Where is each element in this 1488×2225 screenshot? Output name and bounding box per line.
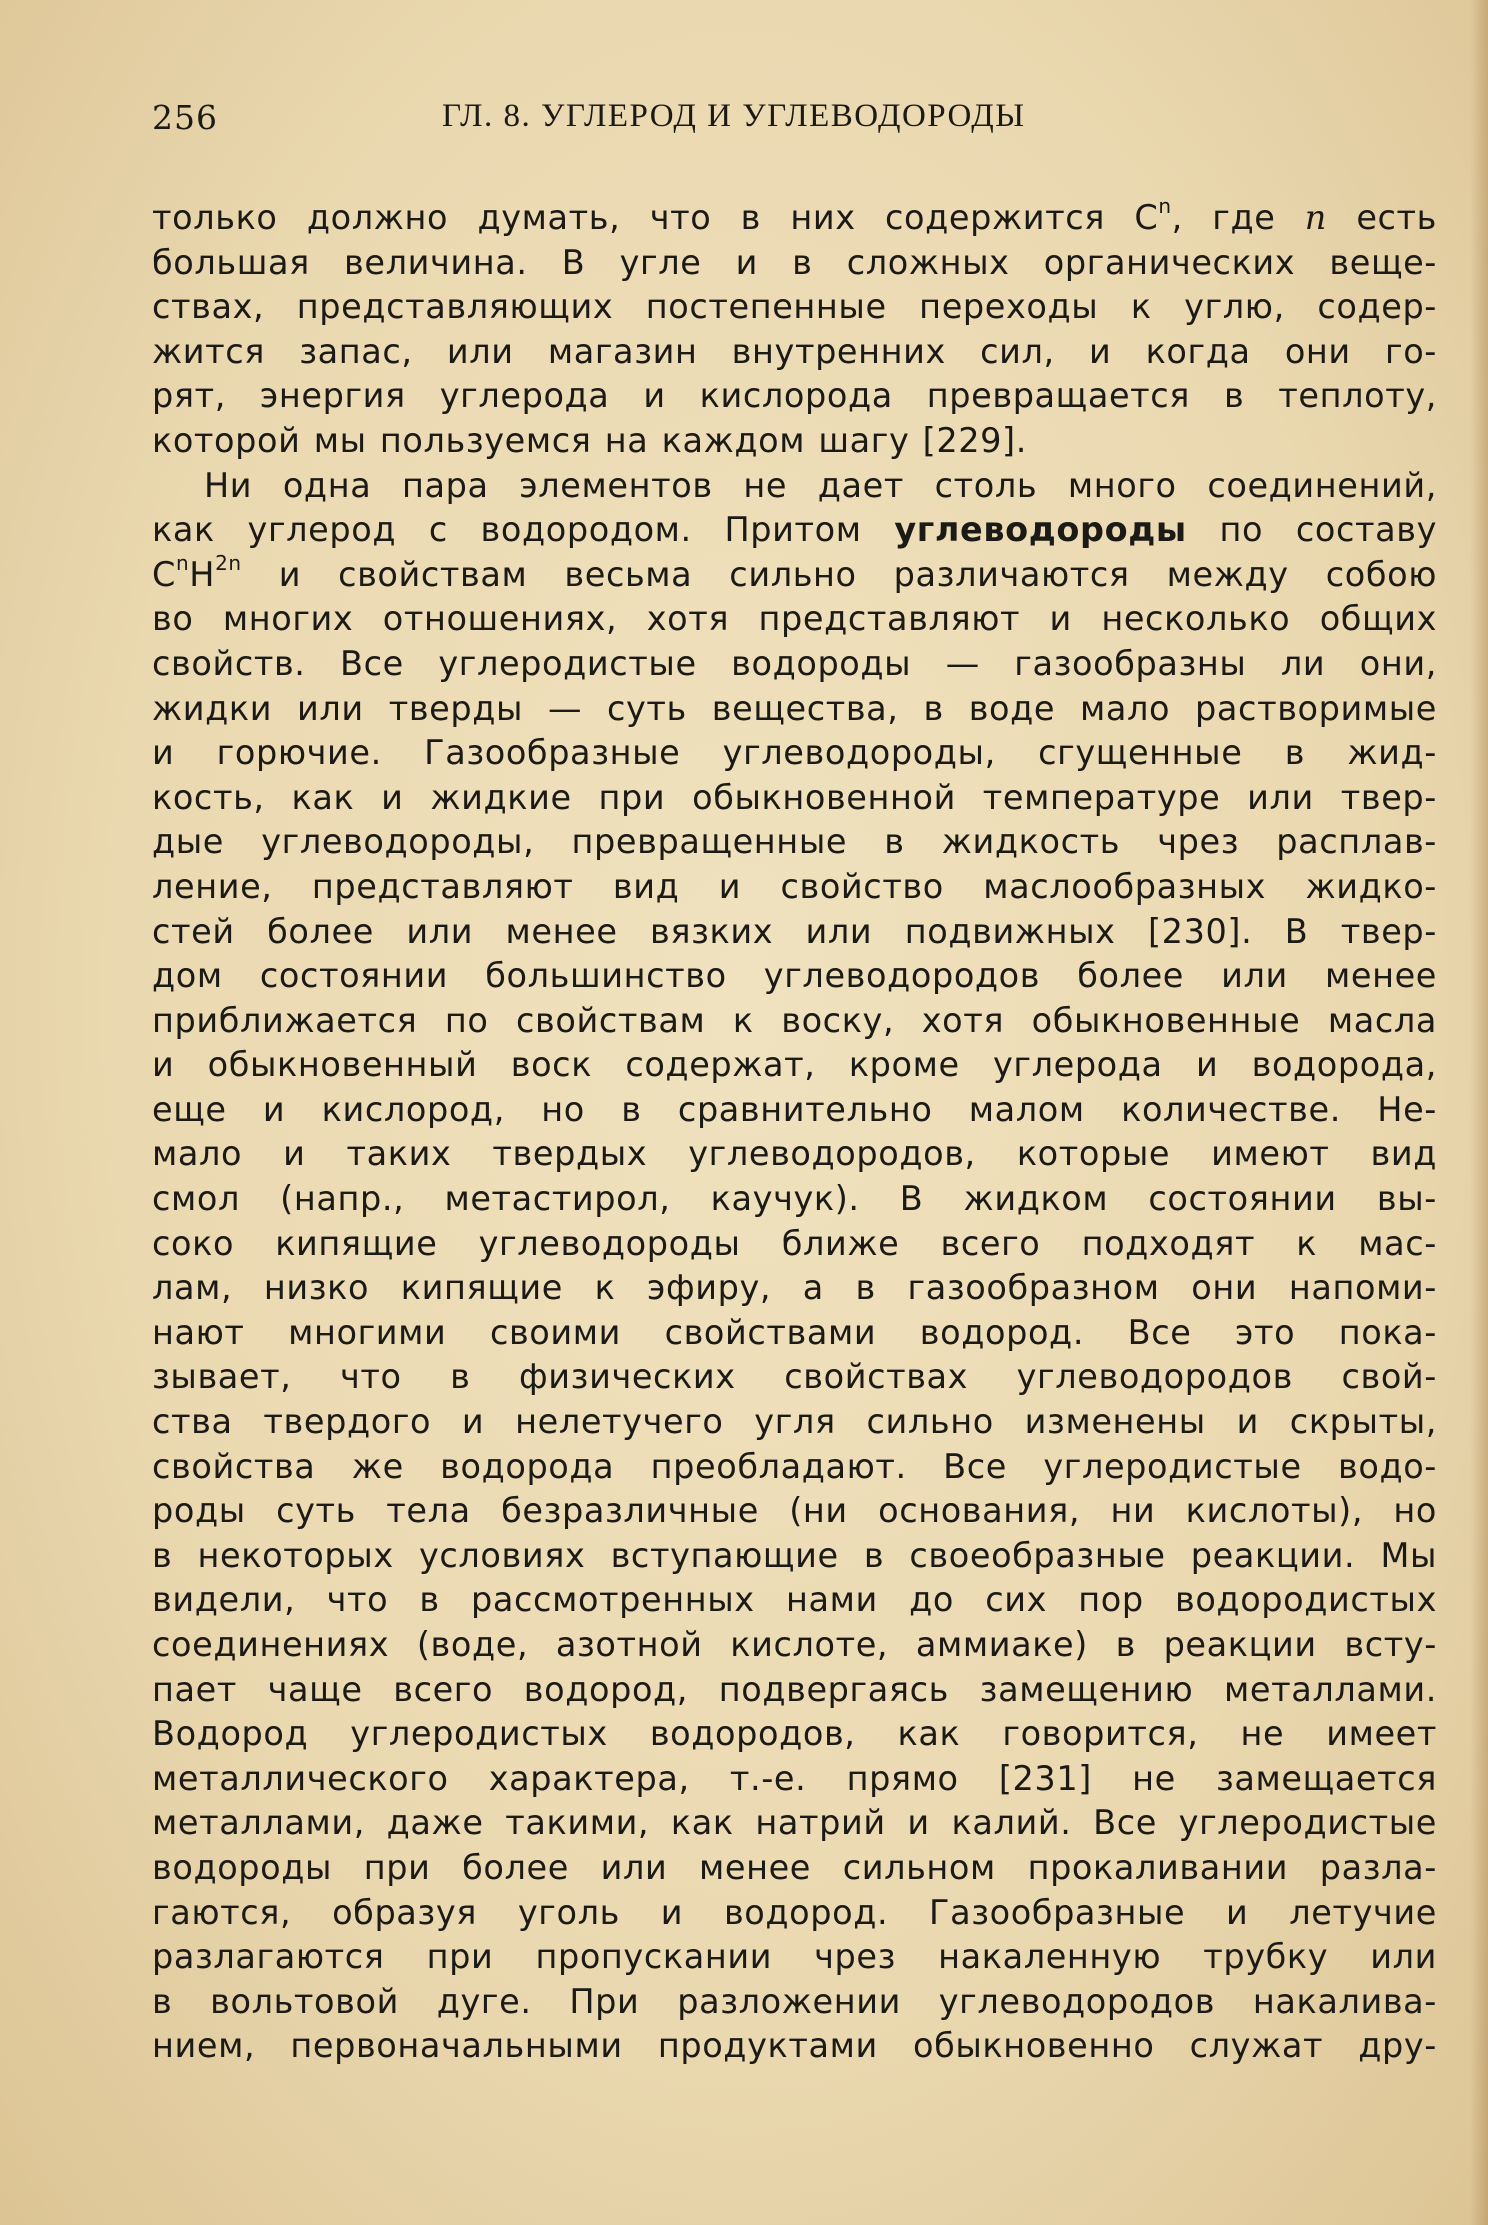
text-line (152, 1534, 1437, 1579)
text-fragment: n (176, 550, 190, 575)
text-line (152, 1980, 1437, 2025)
text-line (152, 999, 1437, 1044)
text-line (152, 910, 1437, 955)
text-line (152, 1400, 1437, 1445)
text-line (152, 1846, 1437, 1891)
text-line (152, 731, 1437, 776)
text-fragment: n (1158, 194, 1172, 218)
text-line (152, 865, 1437, 910)
text-fragment: 2n (215, 550, 242, 575)
text-line (152, 597, 1437, 642)
text-fragment: смол (напр., метастирол, каучук). В жидком состоянии вы- (152, 1179, 1437, 1219)
text-line (152, 1623, 1437, 1668)
text-fragment: как углерод с водородом. Притом (152, 510, 895, 550)
text-fragment: жидки или тверды — суть вещества, в воде мало растворимые (152, 688, 1437, 728)
text-line (152, 550, 1437, 598)
text-line (152, 330, 1437, 375)
text-fragment: Водород углеродистых водородов, как говорится, не имеет (152, 1714, 1437, 1754)
text-fragment: , где (1171, 198, 1305, 237)
text-fragment: в некоторых условиях вступающие в своеобразные реакции. Мы (152, 1535, 1437, 1575)
text-fragment: жится запас, или магазин внутренних сил, и когда они го- (152, 331, 1437, 371)
text-fragment: H (189, 554, 216, 594)
text-fragment: углеводороды (894, 510, 1187, 550)
text-line (152, 1757, 1437, 1802)
text-fragment: роды суть тела безразличные (ни основания, ни кислоты), но (152, 1491, 1437, 1531)
text-line (152, 642, 1437, 687)
text-fragment: видели, что в рассмотренных нами до сих пор водородистых (152, 1580, 1437, 1620)
text-line (152, 1712, 1437, 1757)
text-fragment: кость, как и жидкие при обыкновенной температуре или твер- (152, 777, 1437, 817)
text-fragment: металлического характера, т.-е. прямо [231] не замещается (152, 1758, 1437, 1798)
text-fragment: Ни одна пара элементов не дает столь много соединений, (204, 465, 1437, 505)
text-fragment: приближается по свойствам к воску, хотя обыкновенные масла (152, 1000, 1437, 1040)
running-head: ГЛ. 8. УГЛЕРОД И УГЛЕВОДОРОДЫ (442, 98, 1026, 134)
text-fragment: в вольтовой дуге. При разложении углеводородов накалива- (152, 1981, 1437, 2021)
text-line (152, 1043, 1437, 1088)
page-header (152, 98, 1437, 158)
text-fragment: зывает, что в физических свойствах углеводородов свой- (152, 1357, 1437, 1397)
text-fragment: ление, представляют вид и свойство маслообразных жидко- (152, 866, 1437, 906)
text-fragment: мало и таких твердых углеводородов, которые имеют вид (152, 1134, 1437, 1174)
text-fragment: пает чаще всего водород, подвергаясь замещению металлами. (152, 1669, 1437, 1709)
text-line (152, 241, 1437, 286)
text-line (152, 196, 1437, 241)
text-fragment: нают многими своими свойствами водород. Все это пока- (152, 1312, 1437, 1352)
text-fragment: нием, первоначальными продуктами обыкновенно служат дру- (152, 2026, 1437, 2066)
text-fragment: разлагаются при пропускании чрез накаленную трубку или (152, 1937, 1437, 1977)
text-line (152, 1445, 1437, 1490)
text-line (152, 1801, 1437, 1846)
text-line (152, 1891, 1437, 1936)
text-fragment: и свойствам весьма сильно различаются между собою (241, 554, 1437, 594)
text-line (152, 1132, 1437, 1177)
text-line (152, 508, 1437, 553)
text-fragment: рят, энергия углерода и кислорода превращается в теплоту, (152, 376, 1437, 416)
text-line (152, 1935, 1437, 1980)
text-fragment: дые углеводороды, превращенные в жидкость чрез расплав- (152, 822, 1437, 862)
text-fragment: только должно думать, что в них содержится C (152, 198, 1159, 237)
text-fragment: и горючие. Газообразные углеводороды, сгущенные в жид- (152, 733, 1437, 773)
text-fragment: металлами, даже такими, как натрий и калий. Все углеродистые (152, 1803, 1437, 1843)
text-fragment: по составу (1186, 510, 1437, 550)
text-line (152, 1489, 1437, 1534)
text-line (152, 1578, 1437, 1623)
text-line (152, 1266, 1437, 1311)
text-line (152, 820, 1437, 865)
text-fragment: и обыкновенный воск содержат, кроме углерода и водорода, (152, 1045, 1437, 1085)
text-line (152, 1355, 1437, 1400)
text-line (152, 1222, 1437, 1267)
text-fragment: соко кипящие углеводороды ближе всего подходят к мас- (152, 1223, 1437, 1263)
text-fragment: есть (1326, 198, 1438, 237)
text-fragment: свойств. Все углеродистые водороды — газообразны ли они, (152, 643, 1437, 683)
text-fragment: лам, низко кипящие к эфиру, а в газообразном они напоми- (152, 1268, 1437, 1308)
text-fragment: во многих отношениях, хотя представляют и несколько общих (152, 599, 1437, 639)
page-edge-shadow (1470, 0, 1488, 2225)
text-fragment: ствах, представляющих постепенные переходы к углю, содер- (152, 287, 1437, 327)
text-fragment: соединениях (воде, азотной кислоте, аммиаке) в реакции всту- (152, 1625, 1437, 1664)
text-line (152, 954, 1437, 999)
text-line (152, 374, 1437, 419)
page-number: 256 (152, 98, 218, 137)
text-fragment: ства твердого и нелетучего угля сильно изменены и скрыты, (152, 1402, 1437, 1442)
text-line (152, 2024, 1437, 2069)
text-line (152, 285, 1437, 330)
text-line (152, 1668, 1437, 1713)
text-line (152, 419, 1437, 464)
text-fragment: еще и кислород, но в сравнительно малом количестве. Не- (152, 1089, 1437, 1129)
text-line (152, 776, 1437, 821)
text-fragment: которой мы пользуемся на каждом шагу [229]. (152, 420, 1027, 460)
text-fragment: свойства же водорода преобладают. Все углеродистые водо- (152, 1446, 1437, 1486)
text-fragment: C (152, 554, 176, 594)
text-fragment: n (1304, 198, 1327, 237)
text-line (152, 1177, 1437, 1222)
text-line (152, 687, 1437, 732)
text-fragment: стей более или менее вязких или подвижных [230]. В твер- (152, 911, 1437, 951)
text-fragment: гаются, образуя уголь и водород. Газообразные и летучие (152, 1892, 1437, 1932)
text-fragment: дом состоянии большинство углеводородов более или менее (152, 956, 1437, 996)
text-fragment: большая величина. В угле и в сложных органических веще- (152, 242, 1437, 282)
text-line (152, 464, 1437, 509)
text-fragment: водороды при более или менее сильном прокаливании разла- (152, 1847, 1437, 1887)
text-line (152, 1088, 1437, 1133)
body-text (152, 196, 1437, 2069)
text-line (152, 1311, 1437, 1356)
